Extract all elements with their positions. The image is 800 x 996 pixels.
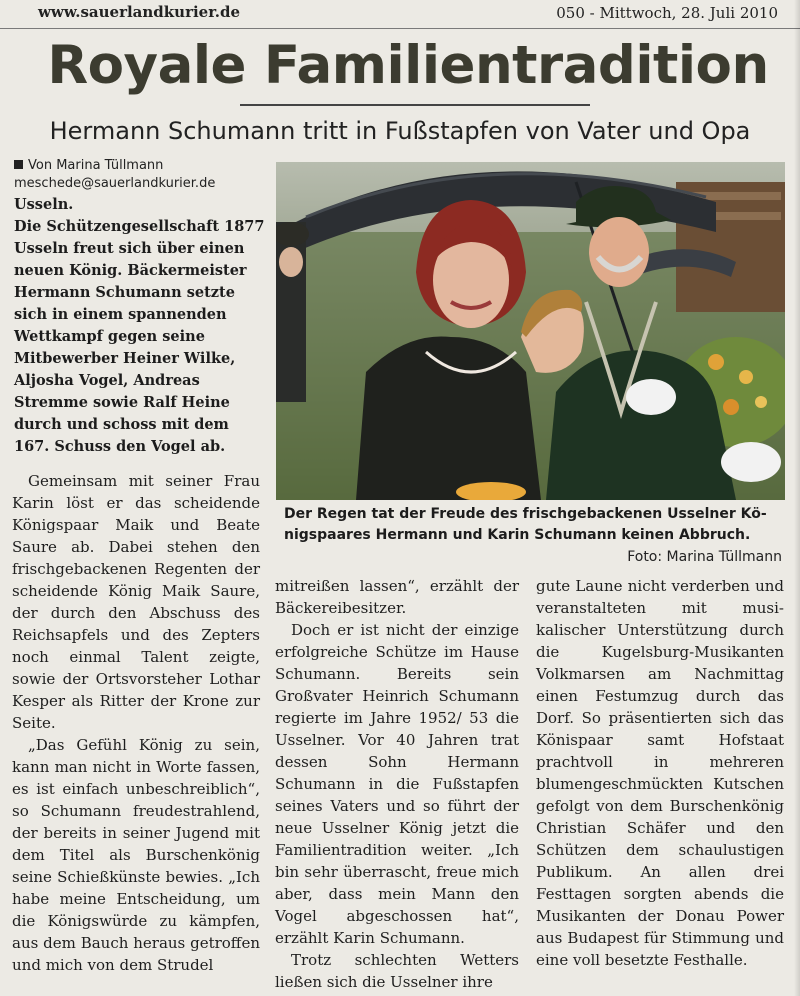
byline-square-icon: [14, 160, 23, 169]
article-column-3: [536, 575, 784, 971]
paragraph: Gemeinsam mit seiner Frau Karin löst er das scheidende Königspaar Maik und Beate Saure ab. Dabei stehen den frischgebackenen Regenten der scheidende König Maik Saure, der durch den Abschuss des Reichsapfels und des Zepters noch einmal Talent zeigte, sowie der Ortsvorsteher Lothar Kesper als Ritter der Krone zur Seite.: [12, 472, 260, 732]
lead-paragraph: [14, 194, 266, 458]
byline: [14, 157, 215, 193]
issue-date-line: 050 - Mittwoch, 28. Juli 2010: [556, 4, 778, 22]
byline-email: meschede@sauerlandkurier.de: [14, 176, 216, 191]
photo-caption: Der Regen tat der Freude des frischgebackenen Usselner Königspaares Hermann und Karin Schumann keinen Abbruch.: [284, 506, 767, 543]
subheadline: Hermann Schumann tritt in Fußstapfen von Vater und Opa: [49, 117, 751, 145]
byline-author-line: [14, 157, 215, 175]
header-rule: [0, 28, 800, 29]
paragraph: Trotz schlechten Wetters ließen sich die Usselner ihre: [275, 951, 519, 991]
page-edge-shadow: [794, 0, 800, 996]
paragraph: „Das Gefühl König zu sein, kann man nicht in Worte fassen, es ist einfach unbeschreiblich“, so Schumann freudestrahlend, der bereits in seiner Jugend mit dem Titel als Burschenkönig seine Schießkünste bewies. „Ich habe meine Entscheidung, um die Königswürde zu kämpfen, aus dem Bauch heraus getroffen und mich von dem Strudel: [12, 736, 260, 974]
photo-credit: Foto: Marina Tüllmann: [627, 549, 782, 565]
dateline: Usseln.: [14, 196, 74, 213]
paragraph: mitreißen lassen“, erzählt der Bäckereibesitzer.: [275, 577, 519, 617]
site-url: www.sauerlandkurier.de: [38, 3, 241, 21]
lead-text: Die Schützengesellschaft 1877 Usseln freut sich über einen neuen König. Bäckermeister Hermann Schumann setzte sich in einem spannenden Wettkampf gegen seine Mitbewerber Heiner Wilke, Aljosha Vogel, Andreas Stremme sowie Ralf Heine durch und schoss mit dem 167. Schuss den Vogel ab.: [14, 218, 265, 455]
headline-rule: [240, 104, 590, 106]
article-photo: [276, 162, 785, 500]
headline: Royale Familientradition: [47, 35, 769, 96]
article-column-1: [12, 470, 260, 976]
page-header: [0, 0, 800, 30]
royal-couple-photo-illustration: [276, 162, 785, 500]
byline-author: Von Marina Tüllmann: [28, 158, 164, 173]
article-column-2: [275, 575, 519, 993]
paragraph: Doch er ist nicht der einzige erfolgreiche Schütze im Hause Schumann. Bereits sein Großvater Heinrich Schumann regierte im Jahre 1952/ 53 die Usselner. Vor 40 Jahren trat dessen Sohn Hermann Schumann in die Fußstapfen seines Vaters und so führt der neue Usselner König jetzt die Familientradition weiter. „Ich bin sehr überrascht, freue mich aber, dass mein Mann den Vogel abgeschossen hat“, erzählt Karin Schumann.: [275, 621, 519, 947]
paragraph: gute Laune nicht verderben und veranstalteten mit musikalischer Unterstützung durch die Kugelsburg-Musikanten Volkmarsen am Nachmittag einen Festumzug durch das Dorf. So präsentierten sich das Könispaar samt Hofstaat prachtvoll in mehreren blumengeschmückten Kutschen gefolgt von dem Burschenkönig Christian Schäfer und den Schützen dem schaulustigen Publikum. An allen drei Festtagen sorgten abends die Musikanten der Donau Power aus Budapest für Stimmung und eine voll besetzte Festhalle.: [536, 577, 784, 969]
